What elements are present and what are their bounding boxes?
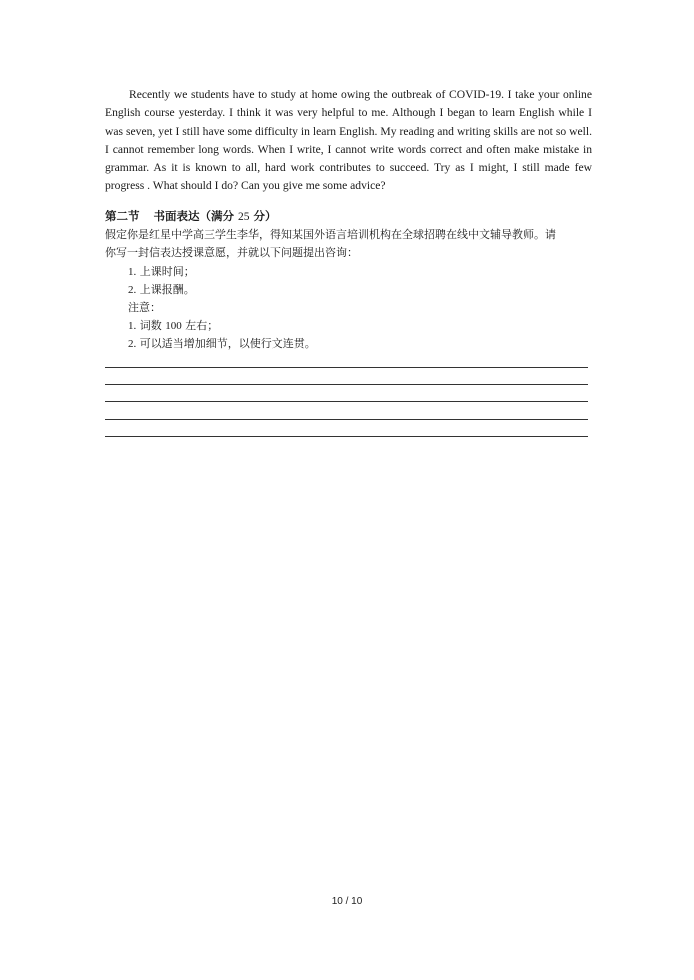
score-suffix: 分） bbox=[249, 209, 277, 223]
note-item bbox=[128, 335, 316, 353]
writing-line[interactable] bbox=[105, 419, 588, 420]
reading-passage bbox=[105, 86, 592, 196]
section-number: 第二节 bbox=[105, 209, 140, 223]
question-text: 上课时间； bbox=[139, 265, 195, 278]
page-number: 10 / 10 bbox=[331, 896, 363, 907]
notes-title: 注意： bbox=[128, 301, 161, 314]
note-text: 词数 bbox=[139, 319, 166, 332]
question-item bbox=[128, 281, 316, 299]
writing-line[interactable] bbox=[105, 367, 588, 368]
writing-task-prompt: 假定你是红星中学高三学生李华，得知某国外语言培训机构在全球招聘在线中文辅导教师。请你写一封信表达授课意愿，并就以下问题提出咨询： bbox=[105, 228, 556, 259]
writing-line[interactable] bbox=[105, 436, 588, 437]
note-item bbox=[128, 317, 316, 335]
question-number: 1. bbox=[128, 266, 137, 278]
section-title: 书面表达 bbox=[153, 209, 200, 223]
writing-line[interactable] bbox=[105, 401, 588, 402]
question-text: 上课报酬。 bbox=[139, 283, 195, 296]
passage-text: Recently we students have to study at home owing the outbreak of COVID-19. I take your online English course yesterday. I think it was very helpful to me. Although I began to learn English while I was seven, yet I still have some difficulty in learn English. My reading and writing skills are not so well. I cannot remember long words. When I write, I cannot write words correct and often make mistake in grammar. As it is known to all, hard work contributes to succeed. Try as I might, I still made few progress . What should I do? Can you give me some advice? bbox=[105, 88, 592, 193]
question-number: 2. bbox=[128, 284, 137, 296]
score-prefix: （满分 bbox=[199, 209, 239, 223]
writing-line[interactable] bbox=[105, 384, 588, 385]
note-text: 可以适当增加细节，以使行文连贯。 bbox=[139, 337, 316, 350]
answer-writing-area[interactable] bbox=[105, 367, 588, 453]
note-text-tail: 左右； bbox=[181, 319, 219, 332]
task-list bbox=[128, 263, 316, 353]
note-number: 1. bbox=[128, 320, 137, 332]
section-heading bbox=[105, 208, 277, 224]
score-value: 25 bbox=[238, 211, 250, 223]
note-number: 2. bbox=[128, 338, 137, 350]
question-item bbox=[128, 263, 316, 281]
word-count-value: 100 bbox=[165, 320, 182, 332]
